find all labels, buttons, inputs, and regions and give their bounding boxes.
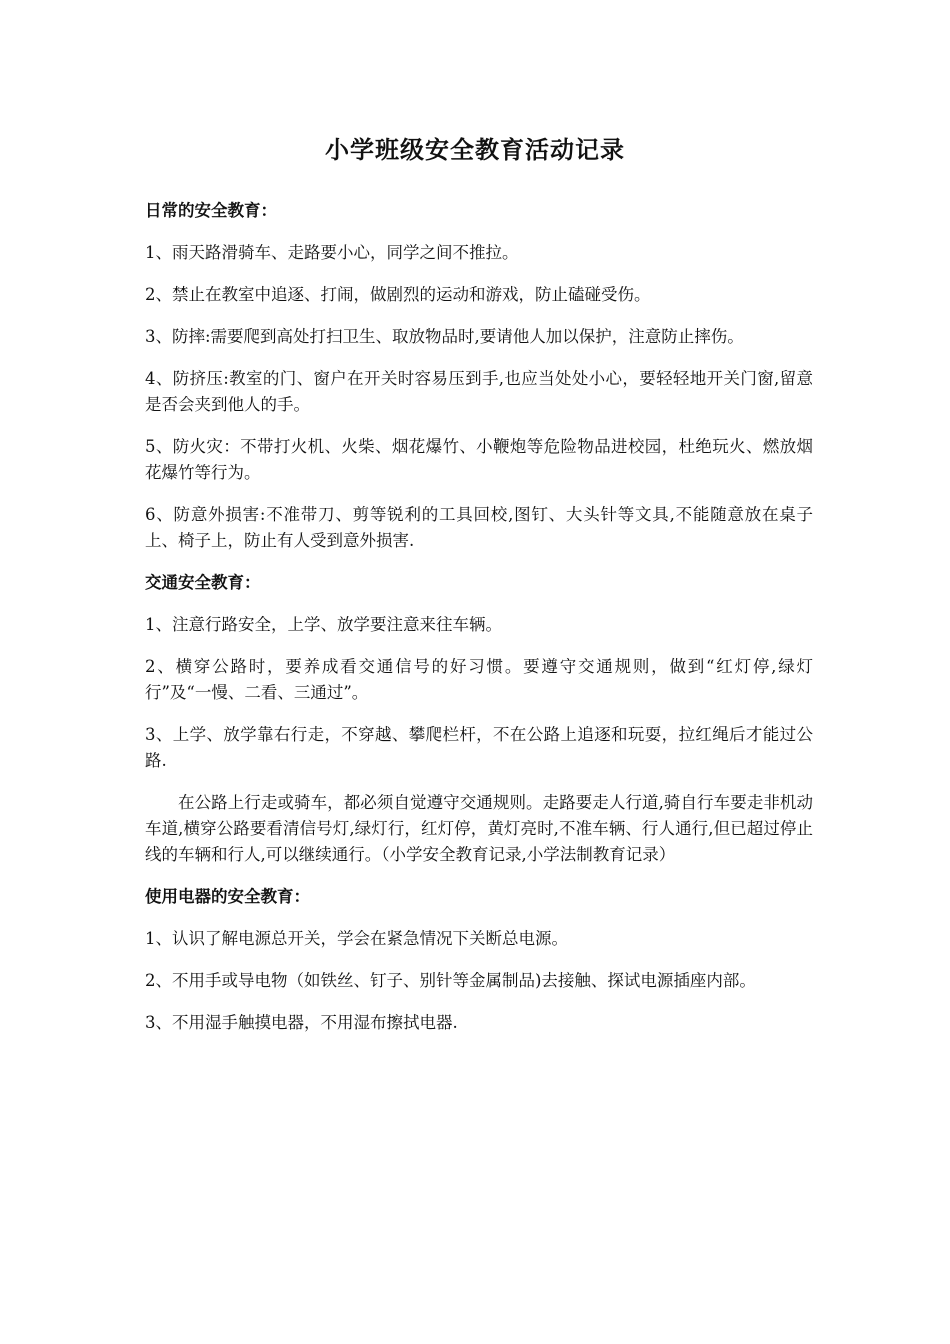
paragraph: 4、防挤压:教室的门、窗户在开关时容易压到手,也应当处处小心，要轻轻地开关门窗,留意是否会夹到他人的手。: [145, 369, 813, 414]
paragraph: 1、认识了解电源总开关，学会在紧急情况下关断总电源。: [145, 929, 568, 948]
paragraph: 1、注意行路安全，上学、放学要注意来往车辆。: [145, 615, 502, 634]
section-heading: 交通安全教育：: [145, 573, 261, 592]
paragraph: 3、上学、放学靠右行走，不穿越、攀爬栏杆，不在公路上追逐和玩耍，拉红绳后才能过公路.: [145, 725, 813, 770]
section-daily-safety: [145, 198, 813, 554]
paragraph: 5、防火灾：不带打火机、火柴、烟花爆竹、小鞭炮等危险物品进校园，杜绝玩火、燃放烟花爆竹等行为。: [145, 437, 813, 482]
document-body: [145, 198, 813, 1052]
section-traffic-safety: [145, 570, 813, 868]
paragraph: 3、防摔:需要爬到高处打扫卫生、取放物品时,要请他人加以保护，注意防止摔伤。: [145, 327, 744, 346]
paragraph: 6、防意外损害:不准带刀、剪等锐利的工具回校,图钉、大头针等文具,不能随意放在桌子上、椅子上，防止有人受到意外损害.: [145, 505, 813, 550]
paragraph: 1、雨天路滑骑车、走路要小心，同学之间不推拉。: [145, 243, 519, 262]
paragraph: 2、禁止在教室中追逐、打闹，做剧烈的运动和游戏，防止磕碰受伤。: [145, 285, 651, 304]
section-heading: 日常的安全教育：: [145, 201, 277, 220]
section-heading: 使用电器的安全教育：: [145, 887, 310, 906]
paragraph: 2、横穿公路时，要养成看交通信号的好习惯。要遵守交通规则，做到“红灯停,绿灯行”及“一慢、二看、三通过”。: [145, 657, 813, 702]
paragraph: 3、不用湿手触摸电器，不用湿布擦拭电器.: [145, 1013, 458, 1032]
paragraph: 2、不用手或导电物（如铁丝、钉子、别针等金属制品)去接触、探试电源插座内部。: [145, 971, 756, 990]
section-electrical-safety: [145, 884, 813, 1036]
page-title: 小学班级安全教育活动记录: [325, 135, 625, 164]
paragraph: 在公路上行走或骑车，都必须自觉遵守交通规则。走路要走人行道,骑自行车要走非机动车道,横穿公路要看清信号灯,绿灯行，红灯停，黄灯亮时,不准车辆、行人通行,但已超过停止线的车辆和行人,可以继续通行。（小学安全教育记录,小学法制教育记录）: [145, 793, 813, 864]
